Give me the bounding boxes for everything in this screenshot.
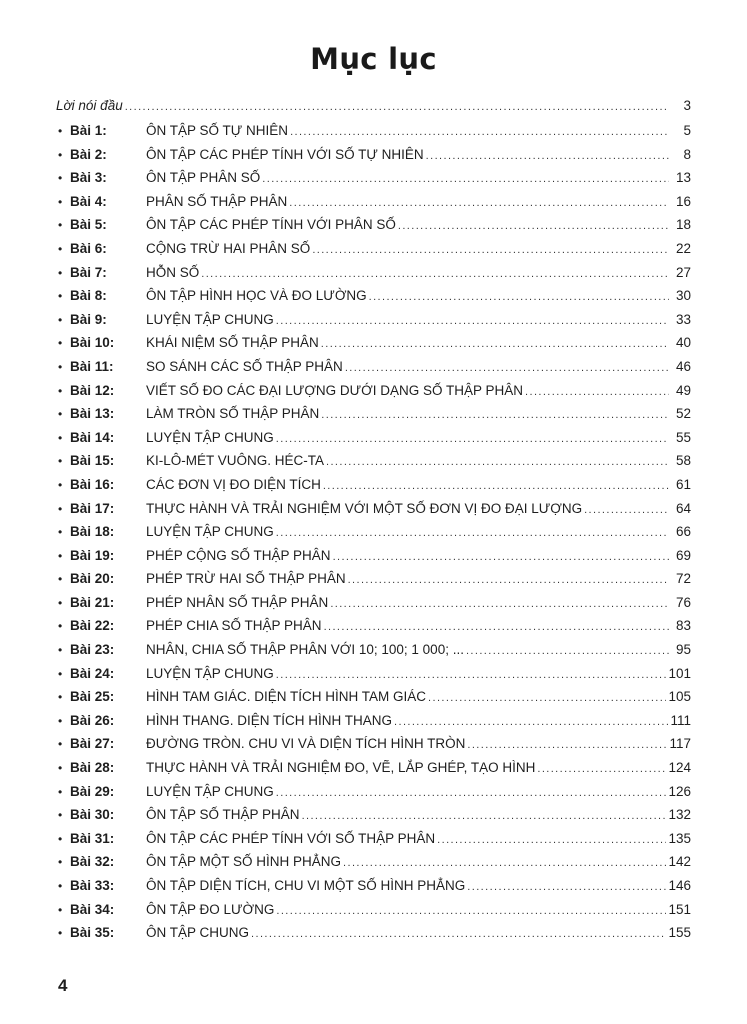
lesson-page-number: 76 (675, 594, 691, 610)
leader-dots (276, 669, 667, 681)
toc-row[interactable] (56, 902, 691, 926)
bullet-icon: • (58, 926, 63, 941)
page-number: 4 (58, 976, 68, 995)
lesson-title: HỖN SỐ (146, 264, 200, 280)
bullet-icon: • (58, 855, 63, 870)
bullet-icon: • (58, 666, 63, 681)
lesson-page-number: 151 (668, 901, 691, 917)
lesson-number: Bài 25: (70, 689, 115, 705)
lesson-title: KI-LÔ-MÉT VUÔNG. HÉC-TA (146, 453, 325, 469)
toc-row[interactable] (56, 760, 691, 784)
lesson-number: Bài 6: (70, 240, 107, 256)
lesson-title: ÔN TẬP CÁC PHÉP TÍNH VỚI PHÂN SỐ (146, 217, 396, 233)
lesson-number: Bài 2: (70, 146, 107, 162)
bullet-icon: • (58, 147, 63, 162)
toc-row[interactable] (56, 477, 691, 501)
toc-row[interactable] (56, 784, 691, 808)
lesson-title: LÀM TRÒN SỐ THẬP PHÂN (146, 406, 320, 422)
lesson-number: Bài 21: (70, 594, 115, 610)
lesson-number: Bài 3: (70, 170, 107, 186)
lesson-number: Bài 13: (70, 406, 115, 422)
lesson-number: Bài 27: (70, 736, 115, 752)
lesson-number: Bài 30: (70, 807, 115, 823)
lesson-number: Bài 16: (70, 476, 115, 492)
toc-row[interactable] (56, 878, 691, 902)
lesson-title: PHÉP CHIA SỐ THẬP PHÂN (146, 618, 322, 634)
lesson-title: ÔN TẬP MỘT SỐ HÌNH PHẲNG (146, 854, 342, 870)
lesson-page-number: 155 (668, 925, 691, 941)
lesson-number: Bài 29: (70, 783, 115, 799)
lesson-number: Bài 11: (70, 358, 114, 374)
leader-dots (251, 928, 666, 940)
toc-row[interactable] (56, 666, 691, 690)
leader-dots (125, 101, 669, 113)
leader-dots (466, 645, 669, 657)
bullet-icon: • (58, 784, 63, 799)
lesson-title: PHÉP TRỪ HAI SỐ THẬP PHÂN (146, 571, 346, 587)
leader-dots (428, 692, 666, 704)
toc-row[interactable] (56, 854, 691, 878)
lesson-title: LUYỆN TẬP CHUNG (146, 429, 274, 445)
leader-dots (326, 456, 669, 468)
lesson-page-number: 101 (668, 665, 691, 681)
toc-row[interactable] (56, 453, 691, 477)
lesson-page-number: 132 (668, 807, 691, 823)
bullet-icon: • (58, 619, 63, 634)
lesson-number: Bài 18: (70, 524, 115, 540)
lesson-page-number: 58 (675, 453, 691, 469)
toc-row[interactable] (56, 359, 691, 383)
toc-row[interactable] (56, 312, 691, 336)
intro-page-number: 3 (683, 98, 691, 113)
toc-row[interactable] (56, 123, 691, 147)
lesson-page-number: 61 (675, 476, 691, 492)
page-title: Mục lục (310, 42, 437, 76)
lesson-page-number: 83 (675, 618, 691, 634)
lesson-number: Bài 7: (70, 264, 107, 280)
bullet-icon: • (58, 879, 63, 893)
lesson-title: SO SÁNH CÁC SỐ THẬP PHÂN (146, 358, 343, 374)
lesson-title: VIẾT SỐ ĐO CÁC ĐẠI LƯỢNG DƯỚI DẠNG SỐ THẬP PHÂN (146, 382, 524, 398)
intro-label: Lời nói đầu (56, 98, 123, 113)
lesson-title: ÔN TẬP ĐO LƯỜNG (146, 901, 275, 917)
bullet-icon: • (58, 171, 63, 186)
lesson-list (56, 123, 691, 949)
lesson-page-number: 33 (675, 311, 691, 327)
bullet-icon: • (58, 713, 63, 728)
lesson-title: ÔN TẬP HÌNH HỌC VÀ ĐO LƯỜNG (146, 288, 367, 304)
leader-dots (369, 291, 669, 303)
lesson-title: CỘNG TRỪ HAI PHÂN SỐ (146, 240, 311, 256)
bullet-icon: • (58, 808, 63, 823)
leader-dots (262, 173, 669, 185)
toc-row[interactable] (56, 217, 691, 241)
lesson-page-number: 5 (683, 123, 691, 138)
toc-row[interactable] (56, 170, 691, 194)
bullet-icon: • (58, 312, 63, 327)
leader-dots (537, 763, 666, 775)
lesson-title: CÁC ĐƠN VỊ ĐO DIỆN TÍCH (146, 476, 321, 492)
lesson-number: Bài 5: (70, 217, 107, 233)
lesson-title: ÔN TẬP CÁC PHÉP TÍNH VỚI SỐ THẬP PHÂN (146, 830, 436, 846)
bullet-icon: • (58, 241, 63, 256)
lesson-title: PHÉP CỘNG SỐ THẬP PHÂN (146, 547, 331, 563)
lesson-title: THỰC HÀNH VÀ TRẢI NGHIỆM ĐO, VẼ, LẮP GHÉP, TẠO HÌNH (146, 760, 536, 776)
toc-row[interactable] (56, 618, 691, 642)
bullet-icon: • (58, 831, 63, 846)
bullet-icon: • (58, 289, 63, 304)
lesson-title: KHÁI NIỆM SỐ THẬP PHÂN (146, 335, 319, 351)
toc-row[interactable] (56, 524, 691, 548)
bullet-icon: • (58, 690, 63, 705)
bullet-icon: • (58, 595, 63, 610)
toc-row[interactable] (56, 713, 691, 737)
leader-dots (348, 574, 669, 586)
lesson-number: Bài 1: (70, 123, 107, 138)
lesson-page-number: 22 (675, 240, 691, 256)
bullet-icon: • (58, 336, 63, 351)
leader-dots (312, 244, 669, 256)
lesson-number: Bài 14: (70, 429, 115, 445)
leader-dots (201, 268, 669, 280)
lesson-number: Bài 4: (70, 193, 107, 209)
table-of-contents (56, 98, 691, 949)
lesson-number: Bài 23: (70, 642, 115, 658)
toc-intro-row[interactable] (56, 98, 691, 123)
bullet-icon: • (58, 761, 63, 776)
toc-row[interactable] (56, 689, 691, 713)
leader-dots (345, 362, 669, 374)
leader-dots (330, 598, 669, 610)
lesson-page-number: 40 (675, 335, 691, 351)
bullet-icon: • (58, 548, 63, 563)
lesson-number: Bài 28: (70, 760, 115, 776)
toc-row[interactable] (56, 736, 691, 760)
lesson-page-number: 111 (670, 712, 691, 728)
leader-dots (302, 810, 667, 822)
toc-row[interactable] (56, 925, 691, 949)
lesson-number: Bài 26: (70, 712, 115, 728)
leader-dots (398, 220, 669, 232)
lesson-title: THỰC HÀNH VÀ TRẢI NGHIỆM VỚI MỘT SỐ ĐƠN VỊ ĐO ĐẠI LƯỢNG (146, 500, 583, 516)
lesson-page-number: 105 (668, 689, 691, 705)
bullet-icon: • (58, 430, 63, 445)
lesson-title: PHÉP NHÂN SỐ THẬP PHÂN (146, 594, 329, 610)
lesson-number: Bài 17: (70, 500, 115, 516)
toc-row[interactable] (56, 430, 691, 454)
lesson-page-number: 55 (675, 429, 691, 445)
toc-row[interactable] (56, 548, 691, 572)
bullet-icon: • (58, 454, 63, 469)
lesson-number: Bài 15: (70, 453, 115, 469)
leader-dots (426, 150, 669, 162)
bullet-icon: • (58, 194, 63, 209)
lesson-page-number: 46 (675, 358, 691, 374)
bullet-icon: • (58, 525, 63, 540)
lesson-page-number: 135 (668, 830, 691, 846)
lesson-page-number: 126 (668, 783, 691, 799)
leader-dots (437, 834, 666, 846)
lesson-page-number: 30 (675, 288, 691, 304)
lesson-page-number: 52 (675, 406, 691, 422)
toc-row[interactable] (56, 265, 691, 289)
lesson-title: LUYỆN TẬP CHUNG (146, 783, 274, 799)
toc-row[interactable] (56, 501, 691, 525)
leader-dots (343, 857, 666, 869)
toc-row[interactable] (56, 147, 691, 171)
toc-row[interactable] (56, 194, 691, 218)
lesson-title: ÔN TẬP DIỆN TÍCH, CHU VI MỘT SỐ HÌNH PHẲNG (146, 878, 466, 893)
toc-row[interactable] (56, 383, 691, 407)
leader-dots (333, 551, 669, 563)
lesson-title: ÔN TẬP SỐ THẬP PHÂN (146, 807, 300, 823)
lesson-page-number: 18 (675, 217, 691, 233)
lesson-title: ÔN TẬP SỐ TỰ NHIÊN (146, 123, 289, 138)
leader-dots (289, 197, 669, 209)
lesson-page-number: 95 (675, 642, 691, 658)
lesson-title: LUYỆN TẬP CHUNG (146, 524, 274, 540)
bullet-icon: • (58, 359, 63, 374)
leader-dots (525, 386, 669, 398)
lesson-page-number: 146 (668, 878, 691, 893)
lesson-number: Bài 33: (70, 878, 115, 893)
toc-row[interactable] (56, 571, 691, 595)
lesson-number: Bài 22: (70, 618, 115, 634)
lesson-number: Bài 10: (70, 335, 115, 351)
lesson-title: LUYỆN TẬP CHUNG (146, 665, 274, 681)
lesson-page-number: 66 (675, 524, 691, 540)
leader-dots (276, 315, 669, 327)
toc-row[interactable] (56, 595, 691, 619)
leader-dots (324, 621, 669, 633)
leader-dots (276, 433, 669, 445)
bullet-icon: • (58, 265, 63, 280)
bullet-icon: • (58, 218, 63, 233)
lesson-number: Bài 35: (70, 925, 115, 941)
bullet-icon: • (58, 477, 63, 492)
lesson-title: LUYỆN TẬP CHUNG (146, 311, 274, 327)
lesson-number: Bài 24: (70, 665, 115, 681)
lesson-number: Bài 31: (70, 830, 115, 846)
leader-dots (290, 126, 669, 138)
bullet-icon: • (58, 902, 63, 917)
leader-dots (323, 480, 669, 492)
bullet-icon: • (58, 572, 63, 587)
toc-row[interactable] (56, 831, 691, 855)
lesson-page-number: 49 (675, 382, 691, 398)
lesson-page-number: 13 (675, 170, 691, 186)
toc-row[interactable] (56, 406, 691, 430)
lesson-title: ÔN TẬP CÁC PHÉP TÍNH VỚI SỐ TỰ NHIÊN (146, 146, 424, 162)
bullet-icon: • (58, 383, 63, 398)
bullet-icon: • (58, 737, 63, 752)
leader-dots (276, 905, 666, 917)
lesson-page-number: 69 (675, 547, 691, 563)
lesson-title: HÌNH THANG. DIỆN TÍCH HÌNH THANG (146, 712, 393, 728)
leader-dots (321, 338, 669, 350)
leader-dots (467, 739, 667, 751)
lesson-page-number: 72 (675, 571, 691, 587)
bullet-icon: • (58, 643, 63, 658)
lesson-number: Bài 12: (70, 382, 115, 398)
lesson-page-number: 124 (668, 760, 691, 776)
lesson-number: Bài 20: (70, 571, 115, 587)
leader-dots (276, 787, 667, 799)
lesson-number: Bài 19: (70, 547, 115, 563)
lesson-page-number: 142 (668, 854, 691, 870)
lesson-page-number: 117 (669, 736, 691, 752)
lesson-title: ÔN TẬP PHÂN SỐ (146, 170, 261, 186)
lesson-title: NHÂN, CHIA SỐ THẬP PHÂN VỚI 10; 100; 1 000; ... (146, 642, 464, 658)
lesson-page-number: 16 (675, 193, 691, 209)
bullet-icon: • (58, 501, 63, 516)
leader-dots (467, 881, 666, 893)
leader-dots (394, 716, 668, 728)
lesson-number: Bài 8: (70, 288, 107, 304)
lesson-page-number: 64 (675, 500, 691, 516)
lesson-title: PHÂN SỐ THẬP PHÂN (146, 193, 288, 209)
lesson-title: ÔN TẬP CHUNG (146, 925, 250, 941)
toc-row[interactable] (56, 288, 691, 312)
leader-dots (584, 504, 669, 516)
bullet-icon: • (58, 407, 63, 422)
lesson-number: Bài 34: (70, 901, 115, 917)
lesson-page-number: 8 (683, 146, 691, 162)
lesson-page-number: 27 (675, 264, 691, 280)
leader-dots (276, 527, 669, 539)
toc-row[interactable] (56, 807, 691, 831)
leader-dots (321, 409, 669, 421)
toc-row[interactable] (56, 241, 691, 265)
lesson-title: HÌNH TAM GIÁC. DIỆN TÍCH HÌNH TAM GIÁC (146, 689, 427, 705)
toc-row[interactable] (56, 642, 691, 666)
bullet-icon: • (58, 124, 63, 138)
toc-row[interactable] (56, 335, 691, 359)
lesson-number: Bài 9: (70, 311, 107, 327)
lesson-title: ĐƯỜNG TRÒN. CHU VI VÀ DIỆN TÍCH HÌNH TRÒN (146, 736, 466, 752)
lesson-number: Bài 32: (70, 854, 115, 870)
